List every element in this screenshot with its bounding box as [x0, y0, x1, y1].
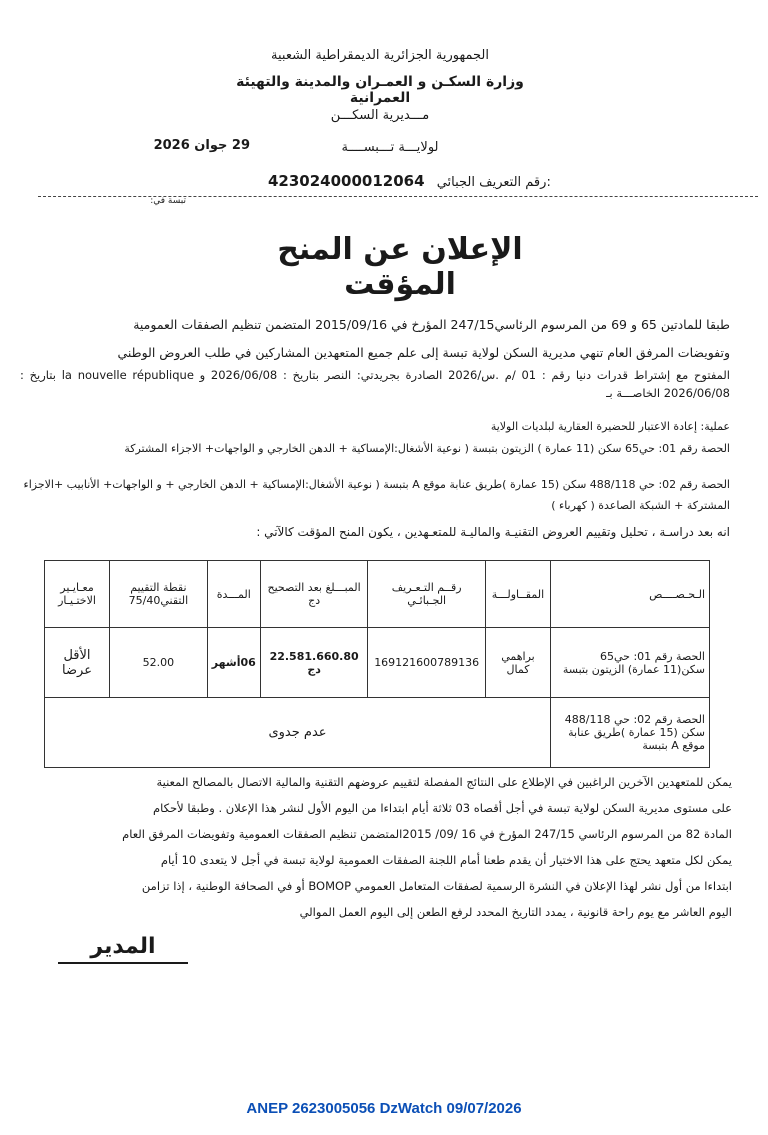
directorate-header: مـــديرية السكـــن	[330, 108, 430, 123]
closing-line-2: على مستوى مديرية السكن لولاية تبسة في أجل أقصاه 03 ثلاثة أيام ابتداءا من اليوم الأول لنشر هذا الإعلان . وطبقا لأحكام	[153, 801, 732, 815]
award-table	[44, 560, 710, 768]
col-nif: رقــم التـعـريف الجـبائـي	[368, 561, 486, 628]
closing-line-3: المادة 82 من المرسوم الرئاسي 247/15 المؤرخ في 16 /09/ 2015المتضمن تنظيم الصفقات العمومية وتفويضات المرفق العام	[122, 827, 732, 841]
republic-header: الجمهورية الجزائرية الديمقراطية الشعبية	[271, 48, 489, 63]
intro-line-4: عملية: إعادة الاعتبار للحضيرة العقارية لبلديات الولاية	[490, 420, 730, 433]
row1-amount: 22.581.660.80 دج	[260, 628, 368, 698]
signature-underline	[58, 962, 188, 964]
divider-dotted	[38, 196, 758, 197]
after-study-text: انه بعد دراسـة ، تحليل وتقييم العروض التقنيـة والماليـة للمتعـهدين ، يكون المنح المؤقت كالآتي :	[256, 525, 730, 539]
ministry-header: وزارة السكـن و العمـران والمدينة والتهيئة العمرانية	[236, 74, 524, 106]
closing-line-4: يمكن لكل متعهد يحتج على هذا الاختيار أن يقدم طعنا أمام اللجنة الصفقات العمومية لولاية تبسة في أجل لا يتعدى 10 أيام	[160, 853, 732, 867]
intro-line-3: المفتوح مع إشتراط قدرات دنيا رقم : 01 /م .س/2026 الصادرة بجريدتي: النصر بتاريخ : 2026/06/08 و la nouvelle république بتاريخ : 2026/06/08 الخاصـــة بـ	[20, 368, 730, 400]
col-lot: الـحـصــــص	[551, 561, 710, 628]
row2-lot: الحصة رقم 02: حي 488/118 سكن (15 عمارة )طريق عنابة موقع A بتبسة	[551, 698, 710, 768]
row1-score: 52.00	[110, 628, 208, 698]
col-amount: المبـــلغ بعد التصحيح دج	[260, 561, 368, 628]
page-title: الإعلان عن المنح المؤقت	[277, 232, 523, 302]
row1-criteria: الأقل عرضا	[45, 628, 110, 698]
table-row	[45, 628, 710, 698]
row2-result: عدم جدوى	[45, 698, 551, 768]
col-duration: المـــدة	[207, 561, 260, 628]
intro-line-2: وتفويضات المرفق العام تنهي مديرية السكن لولاية تبسة إلى علم جميع المتعهدين المشاركين في طلب العروض الوطني	[117, 345, 730, 360]
nif-value: 423024000012064	[268, 172, 425, 190]
table-row	[45, 698, 710, 768]
signature-title: المدير	[90, 934, 156, 959]
place-label: تبسة في:	[150, 196, 186, 206]
table-header-row	[45, 561, 710, 628]
row1-lot: الحصة رقم 01: حي65 سكن(11 عمارة) الزيتون بتبسة	[551, 628, 710, 698]
closing-line-1: يمكن للمتعهدين الآخرين الراغبين في الإطلاع على النتائج المفصلة لتقييم عروضهم التقنية والمالية الاتصال بالمصالح المعنية	[156, 775, 732, 789]
wilaya-header: لولايـــة تـــبســــة	[341, 140, 439, 155]
nif-line	[268, 172, 568, 190]
row1-nif: 169121600789136	[368, 628, 486, 698]
row1-contractor: براهمي كمال	[485, 628, 550, 698]
footer-reference: ANEP 2623005056 DzWatch 09/07/2026	[246, 1100, 522, 1117]
col-score: نقطة التقييم التقني75/40	[110, 561, 208, 628]
row1-duration: 06أشهر	[207, 628, 260, 698]
lot-1-description: الحصة رقم 01: حي65 سكن (11 عمارة ) الزيتون بتبسة ( نوعية الأشغال:الإمساكية + الدهن الخارجي و الواجهات+ الاجزاء المشتركة	[124, 442, 730, 455]
closing-line-5: ابتداءا من أول نشر لهذا الإعلان في النشرة الرسمية لصفقات المتعامل العمومي BOMOP أو في الصحافة الوطنية ، إذا تزامن	[141, 879, 732, 893]
lot-2-description: الحصة رقم 02: حي 488/118 سكن (15 عمارة )طريق عنابة موقع A بتبسة ( نوعية الأشغال:الإمساكية + الدهن الخارجي + و الواجهات+ الأنابيب +الاجزاء المشتركة + الشبكة الصاعدة ( كهرباء )	[23, 478, 730, 512]
col-contractor: المقــاولـــة	[485, 561, 550, 628]
intro-line-1: طبقا للمادتين 65 و 69 من المرسوم الرئاسي247/15 المؤرخ في 2015/09/16 المتضمن تنظيم الصفقات العمومية	[133, 317, 730, 332]
document-date: 29 جوان 2026	[153, 138, 250, 153]
nif-label: رقم التعريف الجبائي:	[436, 175, 551, 190]
closing-line-6: اليوم العاشر مع يوم راحة قانونية ، يمدد التاريخ المحدد لرفع الطعن إلى اليوم العمل الموالي	[299, 905, 732, 919]
col-criteria: معـايـير الاختـيـار	[45, 561, 110, 628]
